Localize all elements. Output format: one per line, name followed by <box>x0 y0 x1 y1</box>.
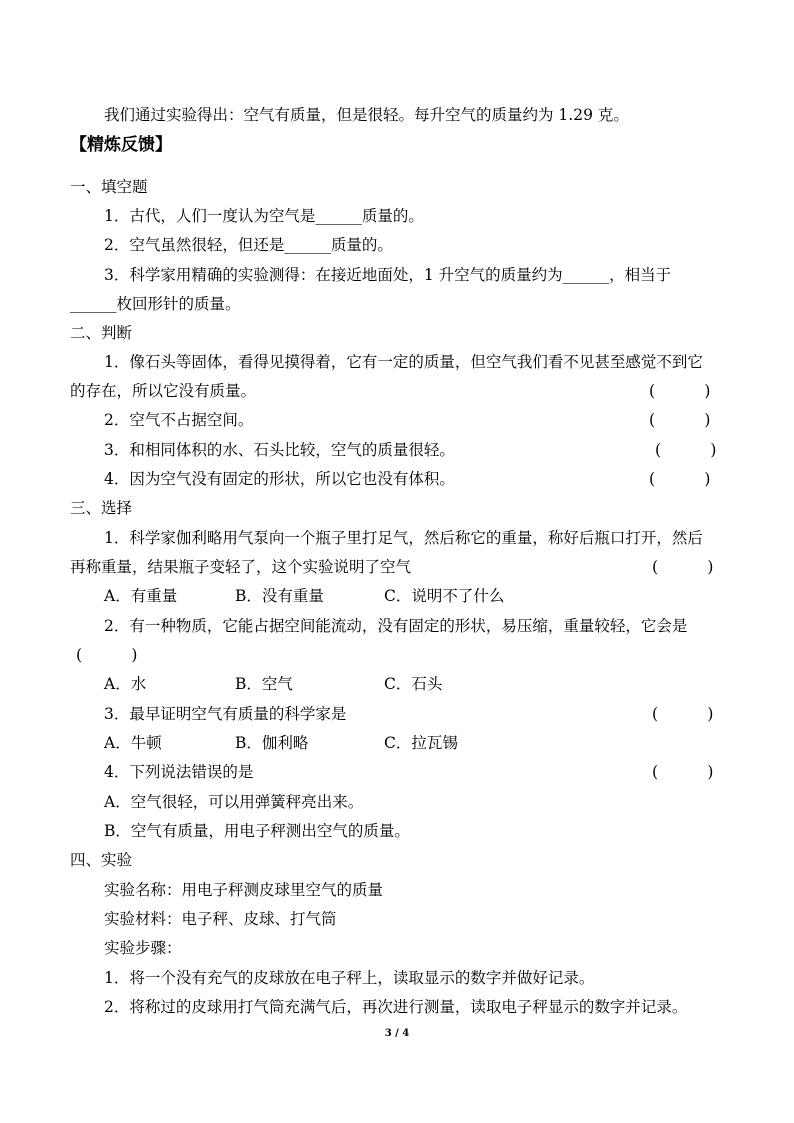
choice-q2-answer-paren: ( ) <box>76 646 138 664</box>
choice-q3: 3．最早证明空气有质量的科学家是 <box>104 705 347 723</box>
choice-q3-answer-paren: ( ) <box>652 705 714 723</box>
choice-q2-option-c: C．石头 <box>384 675 443 693</box>
section-title: 【精炼反馈】 <box>70 135 172 155</box>
choice-q2-option-a: A．水 <box>104 675 147 693</box>
judge-q2: 2．空气不占据空间。 <box>104 411 254 429</box>
choice-q4-option-a: A．空气很轻，可以用弹簧秤亮出来。 <box>104 793 364 811</box>
choice-q3-option-c: C．拉瓦锡 <box>384 734 458 752</box>
experiment-name: 实验名称：用电子秤测皮球里空气的质量 <box>104 881 384 899</box>
choice-q3-option-a: A．牛顿 <box>104 734 162 752</box>
choice-q1-option-a: A．有重量 <box>104 587 178 605</box>
judge-q3: 3．和相同体积的水、石头比较，空气的质量很轻。 <box>104 441 455 459</box>
choice-q1-line2: 再称重量，结果瓶子变轻了，这个实验说明了空气 <box>70 558 412 576</box>
fill-blank-q3-line1: 3．科学家用精确的实验测得：在接近地面处，1 升空气的质量约为______，相当于 <box>104 266 672 284</box>
fill-blank-q1: 1．古代，人们一度认为空气是______质量的。 <box>104 207 424 225</box>
section-judge-title: 二、判断 <box>70 324 133 342</box>
section-experiment-title: 四、实验 <box>70 851 133 869</box>
fill-blank-q2: 2．空气虽然很轻，但还是______质量的。 <box>104 236 393 254</box>
experiment-steps-label: 实验步骤： <box>104 939 182 957</box>
choice-q1-line1: 1．科学家伽利略用气泵向一个瓶子里打足气，然后称它的重量，称好后瓶口打开，然后 <box>104 529 703 547</box>
judge-q4-answer-paren: ( ) <box>649 470 711 488</box>
choice-q4-answer-paren: ( ) <box>652 763 714 781</box>
choice-q2-option-b: B．空气 <box>235 675 293 693</box>
choice-q4-option-b: B．空气有质量，用电子秤测出空气的质量。 <box>104 822 410 840</box>
judge-q4: 4．因为空气没有固定的形状，所以它也没有体积。 <box>104 470 455 488</box>
section-choice-title: 三、选择 <box>70 499 133 517</box>
page-number: 3 / 4 <box>384 1028 410 1039</box>
judge-q1-line2: 的存在，所以它没有质量。 <box>70 382 257 400</box>
intro-paragraph: 我们通过实验得出：空气有质量，但是很轻。每升空气的质量约为 1.29 克。 <box>104 106 629 124</box>
fill-blank-q3-line2: ______枚回形针的质量。 <box>70 295 241 313</box>
choice-q2-line1: 2．有一种物质，它能占据空间能流动，没有固定的形状，易压缩，重量较轻，它会是 <box>104 617 688 635</box>
choice-q4: 4．下列说法错误的是 <box>104 763 254 781</box>
choice-q1-option-c: C．说明不了什么 <box>384 587 505 605</box>
experiment-materials: 实验材料：电子秤、皮球、打气筒 <box>104 910 337 928</box>
choice-q3-option-b: B．伽利略 <box>235 734 309 752</box>
experiment-step-1: 1．将一个没有充气的皮球放在电子秤上，读取显示的数字并做好记录。 <box>104 969 595 987</box>
judge-q1-answer-paren: ( ) <box>649 382 711 400</box>
experiment-step-2: 2．将称过的皮球用打气筒充满气后，再次进行测量，读取电子秤显示的数字并记录。 <box>104 998 688 1016</box>
choice-q1-option-b: B．没有重量 <box>235 587 324 605</box>
judge-q2-answer-paren: ( ) <box>649 411 711 429</box>
section-fill-blank-title: 一、填空题 <box>70 178 148 196</box>
choice-q1-answer-paren: ( ) <box>652 558 714 576</box>
judge-q3-answer-paren: ( ) <box>655 441 717 459</box>
judge-q1-line1: 1．像石头等固体，看得见摸得着，它有一定的质量，但空气我们看不见甚至感觉不到它 <box>104 353 703 371</box>
